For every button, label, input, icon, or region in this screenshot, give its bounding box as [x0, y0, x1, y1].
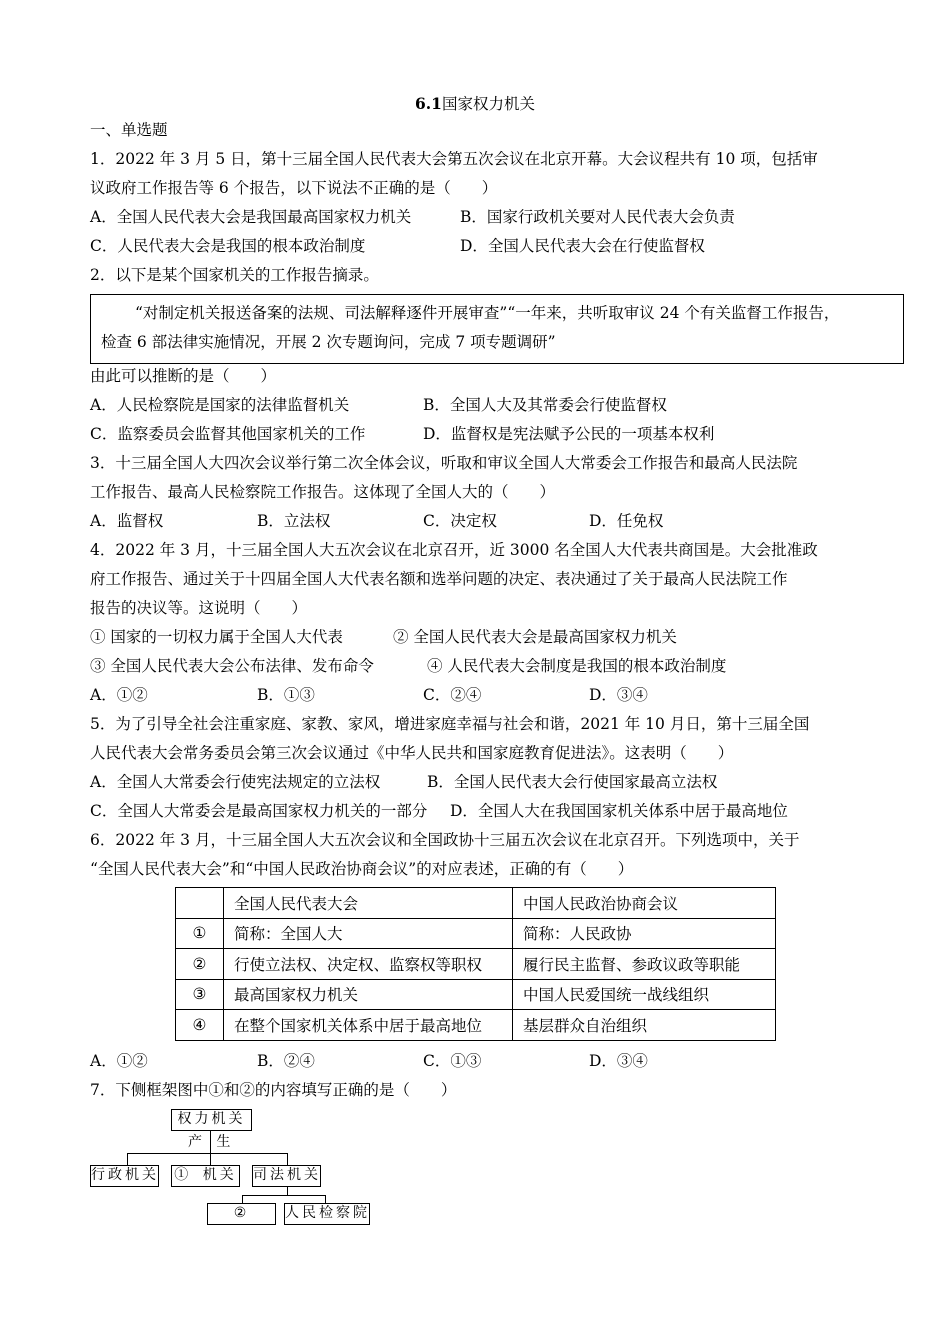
- table-cell: 履行民主监督、参政议政等职能: [513, 949, 776, 980]
- q3-option-a: A．监督权: [90, 512, 164, 530]
- q1-stem-line2: 议政府工作报告等 6 个报告，以下说法不正确的是（ ）: [90, 179, 498, 197]
- table-row: [176, 918, 776, 949]
- section-heading: 一、单选题: [90, 121, 168, 139]
- q2-stem-line2: 由此可以推断的是（ ）: [90, 367, 277, 385]
- diagram-connector: [210, 1153, 211, 1165]
- page-title: 6.1国家权力机关: [415, 94, 535, 113]
- q4-statement-2: ② 全国人民代表大会是最高国家权力机关: [393, 628, 677, 646]
- q5-option-d: D．全国人大在我国国家机关体系中居于最高地位: [450, 802, 788, 820]
- diagram-connector: [242, 1195, 326, 1196]
- diagram-connector: [127, 1153, 288, 1154]
- q3-stem-line2: 工作报告、最高人民检察院工作报告。这体现了全国人大的（ ）: [90, 483, 556, 501]
- q6-stem-line1: 6．2022 年 3 月，十三届全国人大五次会议和全国政协十三届五次会议在北京召开。下列选项中，关于: [90, 831, 800, 849]
- q1-stem-line1: 1．2022 年 3 月 5 日，第十三届全国人民代表大会第五次会议在北京开幕。大会议程共有 10 项，包括审: [90, 150, 818, 168]
- q4-stem-line2: 府工作报告、通过关于十四届全国人大代表名额和选举问题的决定、表决通过了关于最高人民法院工作: [90, 570, 788, 588]
- q2-stem-line1: 2．以下是某个国家机关的工作报告摘录。: [90, 266, 379, 284]
- q2-option-d: D．监督权是宪法赋予公民的一项基本权利: [423, 425, 715, 443]
- diagram-box-blank-2: ②: [207, 1203, 276, 1225]
- q1-option-d: D．全国人民代表大会在行使监督权: [460, 237, 705, 255]
- table-header-cell: 全国人民代表大会: [224, 888, 513, 919]
- diagram-label-produce: 产 生: [188, 1134, 234, 1150]
- table-header-cell: 中国人民政治协商会议: [513, 888, 776, 919]
- table-cell: ④: [176, 1010, 224, 1041]
- q4-statement-4: ④ 人民代表大会制度是我国的根本政治制度: [427, 657, 727, 675]
- q2-option-a: A．人民检察院是国家的法律监督机关: [90, 396, 350, 414]
- q6-option-a: A．①②: [90, 1052, 148, 1070]
- q7-stem-line1: 7．下侧框架图中①和②的内容填写正确的是（ ）: [90, 1081, 457, 1099]
- q5-option-c: C．全国人大常委会是最高国家权力机关的一部分: [90, 802, 428, 820]
- diagram-connector: [242, 1195, 243, 1203]
- table-cell: 基层群众自治组织: [513, 1010, 776, 1041]
- q4-option-b: B．①③: [257, 686, 315, 704]
- table-row: [176, 979, 776, 1010]
- q4-statement-3: ③ 全国人民代表大会公布法律、发布命令: [90, 657, 374, 675]
- table-cell: 中国人民爱国统一战线组织: [513, 979, 776, 1010]
- q1-option-b: B．国家行政机关要对人民代表大会负责: [460, 208, 735, 226]
- table-cell: 最高国家权力机关: [224, 979, 513, 1010]
- q5-stem-line1: 5．为了引导全社会注重家庭、家教、家风，增进家庭幸福与社会和谐，2021 年 10 月日，第十三届全国: [90, 715, 810, 733]
- diagram-box-procuratorate: 人民检察院: [284, 1203, 370, 1225]
- table-cell: 简称：人民政协: [513, 918, 776, 949]
- q3-option-c: C．决定权: [423, 512, 497, 530]
- q6-option-c: C．①③: [423, 1052, 482, 1070]
- q2-option-b: B．全国人大及其常委会行使监督权: [423, 396, 667, 414]
- table-cell: 行使立法权、决定权、监察权等职权: [224, 949, 513, 980]
- table-row: [176, 949, 776, 980]
- q6-option-b: B．②④: [257, 1052, 315, 1070]
- diagram-box-blank-1: ① 机关: [171, 1165, 240, 1187]
- q6-comparison-table: [175, 887, 776, 1041]
- q2-quote-line2: 检查 6 部法律实施情况，开展 2 次专题询问，完成 7 项专题调研”: [101, 333, 556, 351]
- q4-option-c: C．②④: [423, 686, 482, 704]
- q3-option-b: B．立法权: [257, 512, 331, 530]
- q3-stem-line1: 3．十三届全国人大四次会议举行第二次全体会议，听取和审议全国人大常委会工作报告和最高人民法院: [90, 454, 798, 472]
- diagram-box-judicial: 司法机关: [252, 1165, 321, 1187]
- q2-quote-line1: “对制定机关报送备案的法规、司法解释逐件开展审查”“一年来，共听取审议 24 个有关监督工作报告，: [135, 304, 840, 322]
- q3-option-d: D．任免权: [589, 512, 664, 530]
- q2-quote-box: [90, 294, 904, 364]
- table-cell: ①: [176, 918, 224, 949]
- q5-stem-line2: 人民代表大会常务委员会第三次会议通过《中华人民共和国家庭教育促进法》。这表明（ ）: [90, 744, 734, 762]
- diagram-box-executive: 行政机关: [90, 1165, 159, 1187]
- table-row: [176, 1010, 776, 1041]
- diagram-connector: [287, 1187, 288, 1195]
- q4-statement-1: ① 国家的一切权力属于全国人大代表: [90, 628, 343, 646]
- table-cell: 简称：全国人大: [224, 918, 513, 949]
- q4-stem-line3: 报告的决议等。这说明（ ）: [90, 599, 308, 617]
- q1-option-a: A．全国人民代表大会是我国最高国家权力机关: [90, 208, 412, 226]
- q1-option-c: C．人民代表大会是我国的根本政治制度: [90, 237, 366, 255]
- q5-option-a: A．全国人大常委会行使宪法规定的立法权: [90, 773, 381, 791]
- diagram-connector: [325, 1195, 326, 1203]
- q4-stem-line1: 4．2022 年 3 月，十三届全国人大五次会议在北京召开，近 3000 名全国人大代表共商国是。大会批准政: [90, 541, 818, 559]
- table-cell: ③: [176, 979, 224, 1010]
- q6-stem-line2: “全国人民代表大会”和“中国人民政治协商会议”的对应表述，正确的有（ ）: [90, 860, 634, 878]
- diagram-connector: [127, 1153, 128, 1165]
- table-cell: 在整个国家机关体系中居于最高地位: [224, 1010, 513, 1041]
- q5-option-b: B．全国人民代表大会行使国家最高立法权: [427, 773, 718, 791]
- q4-option-d: D．③④: [589, 686, 648, 704]
- diagram-box-power-organ: 权力机关: [171, 1109, 252, 1131]
- table-header-row: [176, 888, 776, 919]
- table-cell: ②: [176, 949, 224, 980]
- q6-option-d: D．③④: [589, 1052, 648, 1070]
- diagram-connector: [287, 1153, 288, 1165]
- q4-option-a: A．①②: [90, 686, 148, 704]
- q2-option-c: C．监察委员会监督其他国家机关的工作: [90, 425, 366, 443]
- table-header-cell: [176, 888, 224, 919]
